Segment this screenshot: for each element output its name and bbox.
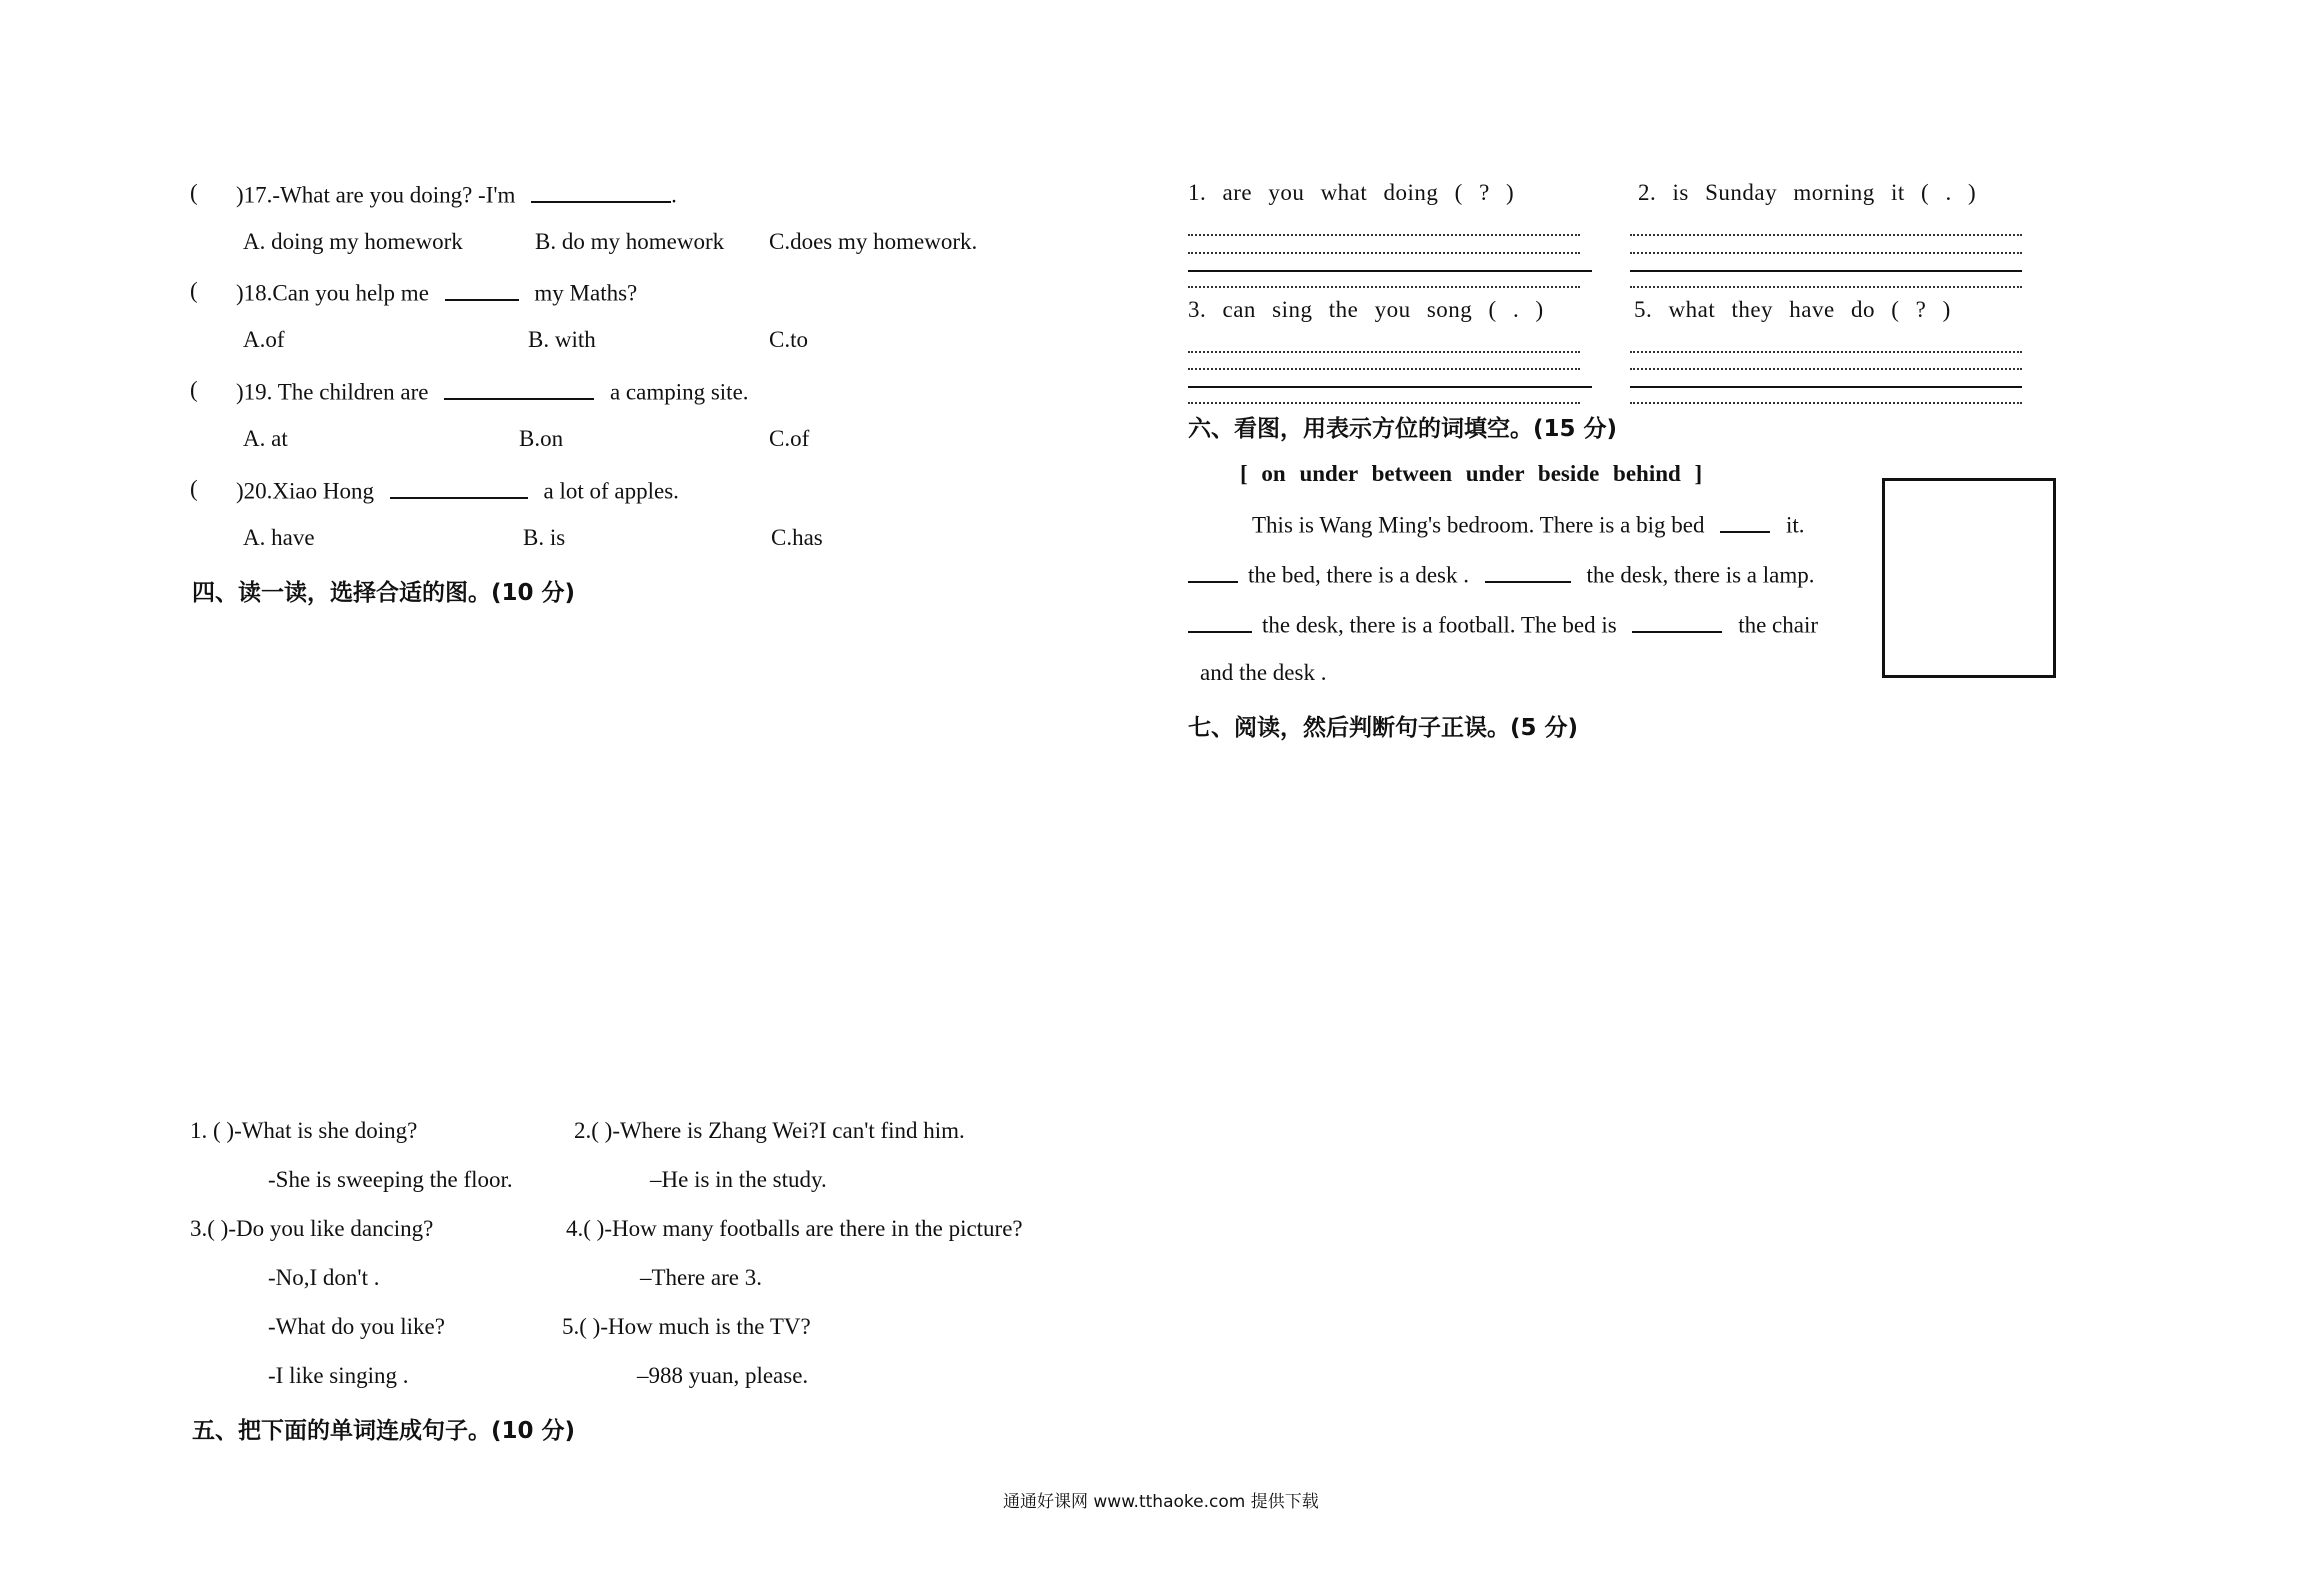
q19-text: )19. The children are <box>236 379 429 405</box>
q19-question <box>236 377 749 406</box>
passage-text: the chair <box>1738 612 1819 638</box>
words-group-1: 1. are you what doing ( ? ) <box>1188 180 1515 205</box>
writing-line[interactable] <box>1630 402 2022 404</box>
writing-line[interactable] <box>1188 386 1592 388</box>
q17-blank[interactable] <box>531 180 671 203</box>
q17-option-c: C.does my homework. <box>769 229 978 254</box>
q17-text: )17.-What are you doing? -I'm <box>236 182 516 208</box>
passage-blank-3[interactable] <box>1485 560 1571 583</box>
q20-question <box>236 476 679 505</box>
passage-text: the desk, there is a lamp. <box>1586 562 1815 588</box>
dialog3-answer-2: -What do you like? <box>268 1314 445 1339</box>
q18-option-a: A.of <box>243 327 285 352</box>
passage-blank-2[interactable] <box>1188 560 1238 583</box>
passage-blank-4[interactable] <box>1188 610 1252 633</box>
dialog4-answer: –There are 3. <box>640 1265 762 1290</box>
q19-blank[interactable] <box>444 377 594 400</box>
passage-line-1 <box>1252 510 1804 539</box>
q18-question <box>236 278 637 307</box>
passage-line-3 <box>1188 610 1818 639</box>
dialog3-answer-1: -No,I don't . <box>268 1265 380 1290</box>
q18-paren: ( <box>190 278 198 303</box>
passage-blank-1[interactable] <box>1720 510 1770 533</box>
writing-line[interactable] <box>1630 286 2022 288</box>
passage-blank-5[interactable] <box>1632 610 1722 633</box>
q18-after: my Maths? <box>534 280 638 306</box>
q18-blank[interactable] <box>445 278 519 301</box>
passage-line-4: and the desk . <box>1200 660 1327 685</box>
section6-title: 六、看图，用表示方位的词填空。(15 分) <box>1188 416 1618 442</box>
q18-option-b: B. with <box>528 327 596 352</box>
passage-text: it. <box>1785 512 1805 538</box>
dialog1-question: 1. ( )-What is she doing? <box>190 1118 418 1143</box>
writing-line[interactable] <box>1630 368 2022 370</box>
writing-line[interactable] <box>1630 234 2022 236</box>
q17-paren: ( <box>190 180 198 205</box>
dialog5-answer: –988 yuan, please. <box>637 1363 809 1388</box>
writing-line[interactable] <box>1188 234 1580 236</box>
passage-text: the desk, there is a football. The bed is <box>1262 612 1617 638</box>
dialog4-question: 4.( )-How many footballs are there in the picture? <box>566 1216 1023 1241</box>
word-bank: [ on under between under beside behind ] <box>1240 461 1703 486</box>
footer-text: 通通好课网 www.tthaoke.com 提供下载 <box>1003 1492 1319 1512</box>
q20-paren: ( <box>190 476 198 501</box>
q19-paren: ( <box>190 377 198 402</box>
dialog1-answer: -She is sweeping the floor. <box>268 1167 513 1192</box>
writing-line[interactable] <box>1630 386 2022 388</box>
q19-option-c: C.of <box>769 426 810 451</box>
q19-after: a camping site. <box>609 379 749 405</box>
dialog3-answer-3: -I like singing . <box>268 1363 409 1388</box>
dialog2-question: 2.( )-Where is Zhang Wei?I can't find him. <box>574 1118 965 1143</box>
writing-line[interactable] <box>1630 351 2022 353</box>
q18-text: )18.Can you help me <box>236 280 429 306</box>
writing-line[interactable] <box>1630 270 2022 272</box>
q20-option-a: A. have <box>243 525 315 550</box>
writing-line[interactable] <box>1188 402 1580 404</box>
passage-text: This is Wang Ming's bedroom. There is a big bed <box>1252 512 1705 538</box>
writing-line[interactable] <box>1188 368 1580 370</box>
section7-title: 七、阅读，然后判断句子正误。(5 分) <box>1188 715 1579 741</box>
q20-blank[interactable] <box>390 476 528 499</box>
q19-option-b: B.on <box>519 426 564 451</box>
words-group-5: 5. what they have do ( ? ) <box>1634 297 1951 322</box>
bedroom-picture-box <box>1882 478 2056 678</box>
writing-line[interactable] <box>1188 252 1580 254</box>
q18-option-c: C.to <box>769 327 808 352</box>
passage-line-2 <box>1188 560 1815 589</box>
q20-after: a lot of apples. <box>543 478 679 504</box>
q17-option-a: A. doing my homework <box>243 229 463 254</box>
section4-title: 四、读一读，选择合适的图。(10 分) <box>192 580 576 606</box>
q20-option-b: B. is <box>523 525 566 550</box>
dialog5-question: 5.( )-How much is the TV? <box>562 1314 811 1339</box>
q20-text: )20.Xiao Hong <box>236 478 374 504</box>
q19-option-a: A. at <box>243 426 288 451</box>
writing-line[interactable] <box>1188 270 1592 272</box>
q20-option-c: C.has <box>771 525 823 550</box>
section5-title: 五、把下面的单词连成句子。(10 分) <box>192 1418 576 1444</box>
q17-end: . <box>671 182 677 208</box>
words-group-3: 3. can sing the you song ( . ) <box>1188 297 1544 322</box>
q17-question <box>236 180 677 209</box>
words-group-2: 2. is Sunday morning it ( . ) <box>1638 180 1977 205</box>
dialog3-question: 3.( )-Do you like dancing? <box>190 1216 434 1241</box>
writing-line[interactable] <box>1188 286 1580 288</box>
writing-line[interactable] <box>1630 252 2022 254</box>
dialog2-answer: –He is in the study. <box>650 1167 827 1192</box>
passage-text: the bed, there is a desk . <box>1248 562 1469 588</box>
q17-option-b: B. do my homework <box>535 229 725 254</box>
writing-line[interactable] <box>1188 351 1580 353</box>
